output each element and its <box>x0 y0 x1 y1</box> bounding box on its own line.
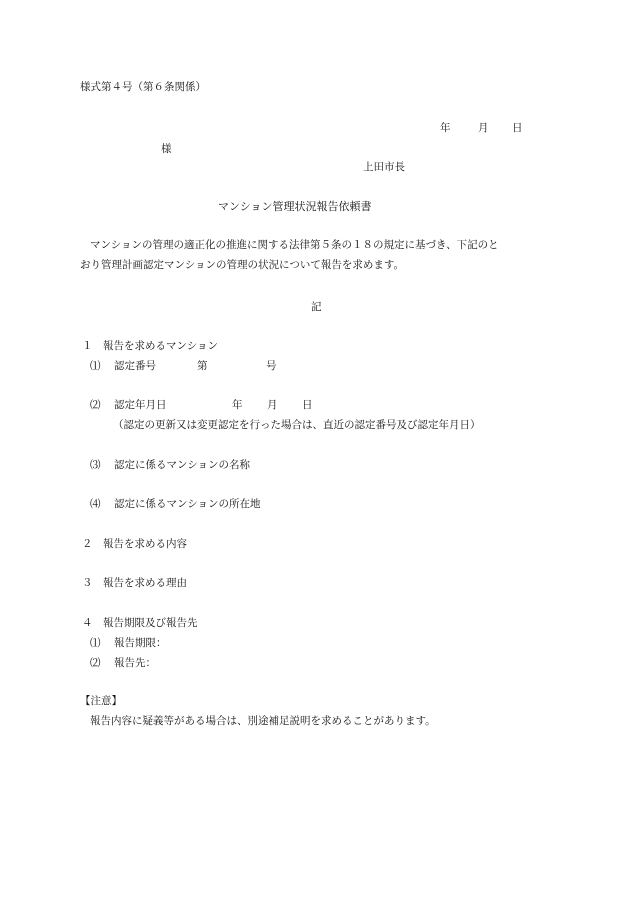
form-number: 様式第４号（第６条関係） <box>80 81 206 93</box>
item-1-2-label: 認定年月日 <box>114 399 167 411</box>
addressee-suffix: 様 <box>161 143 172 155</box>
item-1-1-label: 認定番号 <box>114 360 156 372</box>
section-3-label: 報告を求める理由 <box>103 577 187 589</box>
item-4-1-label: 報告期限： <box>114 637 167 649</box>
item-1-2-note: （認定の更新又は変更認定を行った場合は、直近の認定番号及び認定年月日） <box>113 419 481 431</box>
date-year-label: 年 <box>440 122 451 134</box>
item-1-1-number: ⑴ <box>90 360 101 372</box>
item-1-2-month: 月 <box>267 399 278 411</box>
body-line-2: おり管理計画認定マンションの管理の状況について報告を求めます。 <box>80 259 404 271</box>
issuer: 上田市長 <box>363 161 405 173</box>
date-day-label: 日 <box>512 122 523 134</box>
ki-label: 記 <box>311 301 322 313</box>
item-1-2-year: 年 <box>232 399 243 411</box>
section-1-label: 報告を求めるマンション <box>103 340 219 352</box>
section-2-label: 報告を求める内容 <box>103 538 187 550</box>
item-1-2-day: 日 <box>302 399 313 411</box>
body-line-1: マンションの管理の適正化の推進に関する法律第５条の１８の規定に基づき、下記のと <box>90 239 499 251</box>
item-1-2-number: ⑵ <box>90 399 101 411</box>
item-1-3-label: 認定に係るマンションの名称 <box>114 459 251 471</box>
section-2-number: ２ <box>82 538 93 550</box>
item-4-2-label: 報告先： <box>114 657 156 669</box>
item-1-3-number: ⑶ <box>90 459 101 471</box>
page-title: マンション管理状況報告依頼書 <box>218 200 372 213</box>
section-1-number: １ <box>82 340 93 352</box>
item-1-4-number: ⑷ <box>90 498 101 510</box>
note-text: 報告内容に疑義等がある場合は、別途補足説明を求めることがあります。 <box>90 715 436 727</box>
note-heading: 【注意】 <box>80 695 122 707</box>
section-4-number: ４ <box>82 617 93 629</box>
item-1-1-dai: 第 <box>197 360 208 372</box>
item-1-4-label: 認定に係るマンションの所在地 <box>114 498 261 510</box>
section-4-label: 報告期限及び報告先 <box>103 617 198 629</box>
section-3-number: ３ <box>82 577 93 589</box>
item-4-1-number: ⑴ <box>90 637 101 649</box>
item-4-2-number: ⑵ <box>90 657 101 669</box>
item-1-1-go: 号 <box>266 360 277 372</box>
date-month-label: 月 <box>478 122 489 134</box>
